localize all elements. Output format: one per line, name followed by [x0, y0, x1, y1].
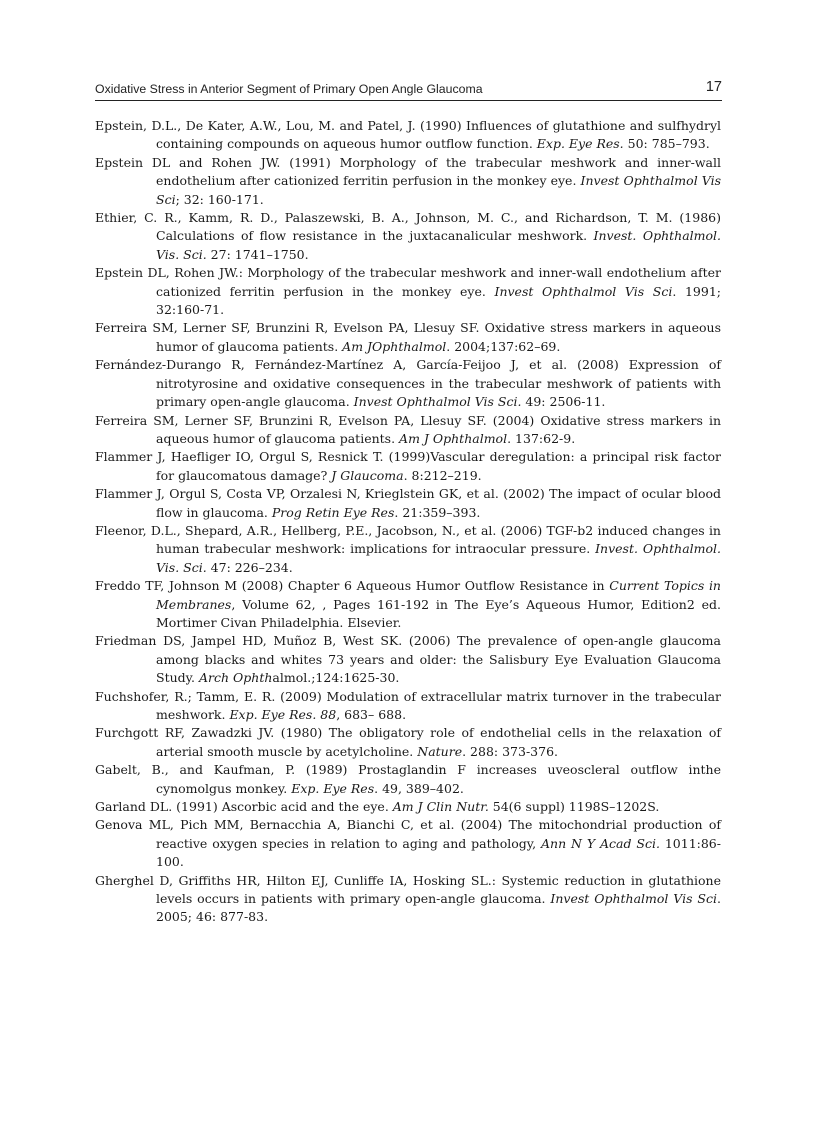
reference-citation: almol.;124:1625-30.: [272, 670, 400, 686]
reference-text: Flammer J, Orgul S, Costa VP, Orzalesi N, Krieglstein GK, et al. (2002) The impact of ocular blood flow in glaucoma.: [95, 486, 721, 520]
reference-citation: 1011:86-100.: [156, 835, 721, 870]
reference-citation: 49: 2506-11.: [521, 394, 606, 410]
reference-entry: [95, 577, 721, 632]
reference-entry: [95, 522, 721, 577]
reference-text: Freddo TF, Johnson M (2008) Chapter 6 Aqueous Humor Outflow Resistance in: [95, 578, 610, 594]
reference-citation: . 49, 389–402.: [374, 780, 464, 796]
reference-entry: [95, 798, 721, 816]
reference-entry: [95, 724, 721, 761]
reference-text: Gabelt, B., and Kaufman, P. (1989) Prostaglandin F increases uveoscleral outflow inthe cynomolgus monkey.: [95, 762, 721, 796]
journal-name: Arch Ophth: [199, 670, 273, 686]
journal-name: Am J Clin Nutr.: [392, 799, 489, 815]
journal-name: Current Topics in Membranes: [156, 578, 721, 612]
reference-citation: 54(6 suppl) 1198S–1202S.: [488, 799, 660, 815]
journal-name: Am JOphthalmol: [342, 338, 447, 354]
reference-entry: [95, 117, 721, 154]
journal-name: Invest Ophthalmol Vis Sci.: [353, 394, 522, 410]
reference-entry: [95, 485, 721, 522]
journal-name: Am J Ophthalmol: [399, 430, 508, 446]
reference-entry: [95, 688, 721, 725]
reference-citation: 27: 1741–1750.: [206, 246, 309, 262]
journal-name: J Glaucoma: [331, 467, 404, 483]
reference-text: Fuchshofer, R.; Tamm, E. R. (2009) Modulation of extracellular matrix turnover in the trabecular meshwork.: [95, 688, 721, 722]
reference-citation: . 21:359–393.: [394, 504, 481, 520]
running-title: Oxidative Stress in Anterior Segment of Primary Open Angle Glaucoma: [95, 82, 483, 96]
reference-citation: 50: 785–793.: [623, 136, 710, 152]
reference-entry: [95, 448, 721, 485]
reference-entry: [95, 319, 721, 356]
reference-text: Epstein, D.L., De Kater, A.W., Lou, M. and Patel, J. (1990) Influences of glutathione and sulfhydryl containing compounds on aqueous humor outflow function.: [95, 118, 721, 152]
journal-name: Exp. Eye Res. 88: [229, 707, 337, 722]
reference-text: Genova ML, Pich MM, Bernacchia A, Bianchi C, et al. (2004) The mitochondrial production of reactive oxygen species in relation to aging and pathology,: [95, 817, 721, 851]
journal-name: Invest. Ophthalmol. Vis. Sci.: [156, 541, 721, 575]
reference-entry: [95, 264, 721, 319]
reference-entry: [95, 412, 721, 449]
reference-text: Ferreira SM, Lerner SF, Brunzini R, Evelson PA, Llesuy SF. Oxidative stress markers in aqueous humor of glaucoma patients.: [95, 320, 721, 354]
reference-citation: . 137:62-9.: [507, 430, 576, 446]
reference-text: Garland DL. (1991) Ascorbic acid and the eye.: [95, 799, 393, 815]
reference-text: Fernández-Durango R, Fernández-Martínez A, García-Feijoo J, et al. (2008) Expression of nitrotyrosine and oxidative consequences in the trabecular meshwork of patients with primary open-angle glaucoma.: [95, 357, 721, 410]
reference-text: Epstein DL and Rohen JW. (1991) Morphology of the trabecular meshwork and inner-wall endothelium after cationized ferritin perfusion in the monkey eye.: [95, 154, 721, 189]
reference-entry: [95, 816, 721, 871]
reference-entry: [95, 209, 721, 264]
reference-citation: ; 32: 160-171.: [175, 191, 264, 207]
reference-citation: , Volume 62, , Pages 161-192 in The Eye’s Aqueous Humor, Edition2 ed. Mortimer Civan Philadelphia. Elsevier.: [156, 596, 721, 630]
reference-text: Friedman DS, Jampel HD, Muñoz B, West SK. (2006) The prevalence of open-angle glaucoma among blacks and whites 73 years and older: the Salisbury Eye Evaluation Glaucoma Study.: [95, 633, 721, 686]
reference-text: Gherghel D, Griffiths HR, Hilton EJ, Cunliffe IA, Hosking SL.: Systemic reduction in glutathione levels occurs in patients with primary open-angle glaucoma.: [95, 872, 721, 907]
reference-citation: . 8:212–219.: [403, 467, 482, 483]
journal-name: Invest Ophthalmol Vis Sci: [550, 891, 717, 907]
reference-entry: [95, 632, 721, 687]
reference-entry: [95, 761, 721, 798]
reference-text: Epstein DL, Rohen JW.: Morphology of the trabecular meshwork and inner-wall endothelium after cationized ferritin perfusion in the monkey eye.: [95, 265, 721, 299]
page-number: 17: [705, 79, 722, 95]
journal-name: Nature: [417, 743, 463, 759]
journal-name: Invest. Ophthalmol. Vis. Sci.: [156, 228, 721, 262]
reference-text: Furchgott RF, Zawadzki JV. (1980) The obligatory role of endothelial cells in the relaxation of arterial smooth muscle by acetylcholine.: [95, 725, 721, 759]
reference-entry: [95, 154, 721, 209]
reference-text: Ethier, C. R., Kamm, R. D., Palaszewski, B. A., Johnson, M. C., and Richardson, T. M. (1986) Calculations of flow resistance in the juxtacanalicular meshwork.: [95, 210, 721, 244]
reference-citation: . 1991; 32:160-71.: [156, 283, 721, 318]
reference-text: Ferreira SM, Lerner SF, Brunzini R, Evelson PA, Llesuy SF. (2004) Oxidative stress markers in aqueous humor of glaucoma patients.: [95, 412, 721, 446]
reference-list: [95, 117, 721, 927]
reference-text: Flammer J, Haefliger IO, Orgul S, Resnick T. (1999)Vascular deregulation: a principal risk factor for glaucomatous damage?: [95, 449, 721, 483]
reference-citation: , 683– 688.: [336, 707, 407, 722]
reference-citation: . 288: 373-376.: [462, 743, 558, 759]
journal-name: Ann N Y Acad Sci.: [541, 835, 660, 851]
journal-name: Invest Ophthalmol Vis Sci: [156, 173, 721, 207]
reference-citation: . 2005; 46: 877-83.: [156, 891, 721, 925]
journal-name: Prog Retin Eye Res: [271, 504, 395, 520]
journal-name: Exp. Eye Res: [291, 780, 375, 796]
reference-text: Fleenor, D.L., Shepard, A.R., Hellberg, P.E., Jacobson, N., et al. (2006) TGF-b2 induced changes in human trabecular meshwork: implications for intraocular pressure.: [95, 522, 721, 557]
journal-name: Invest Ophthalmol Vis Sci: [494, 283, 673, 299]
reference-entry: [95, 356, 721, 411]
running-header: [95, 78, 722, 101]
reference-citation: 47: 226–234.: [206, 559, 293, 575]
reference-citation: . 2004;137:62–69.: [446, 338, 561, 354]
reference-entry: [95, 872, 721, 927]
journal-name: Exp. Eye Res.: [536, 136, 624, 152]
